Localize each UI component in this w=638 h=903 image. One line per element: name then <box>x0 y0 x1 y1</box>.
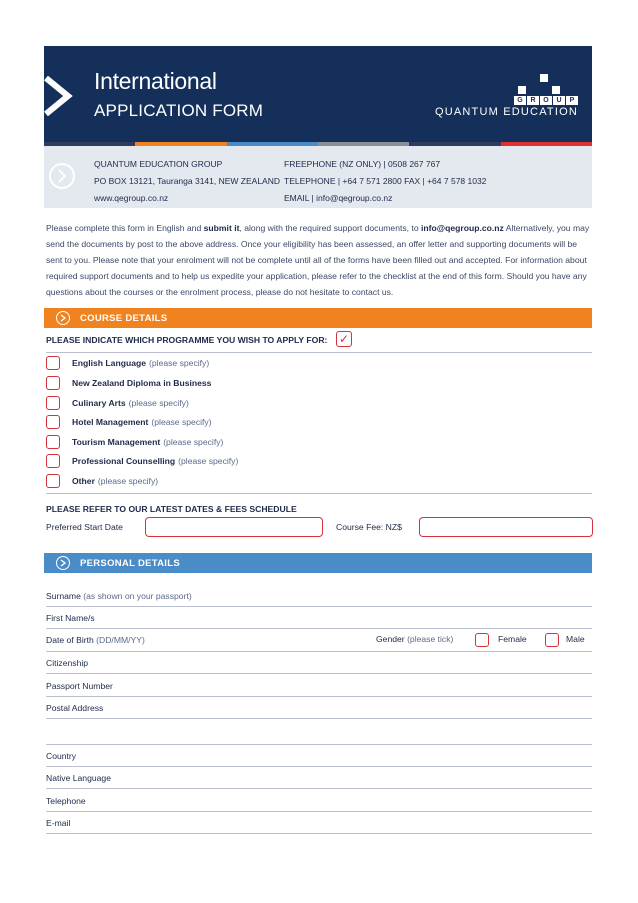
contact-freephone: FREEPHONE (NZ ONLY) | 0508 267 767 <box>284 159 441 169</box>
contact-bar <box>44 146 592 208</box>
surname-field[interactable]: Surname (as shown on your passport) <box>46 591 192 601</box>
contact-address: PO BOX 13121, Tauranga 3141, NEW ZEALAND <box>94 176 280 186</box>
country-field[interactable]: Country <box>46 751 77 761</box>
title-line1: International <box>94 68 217 94</box>
divider <box>46 718 592 719</box>
divider <box>46 696 592 697</box>
section-title: PERSONAL DETAILS <box>80 557 180 569</box>
checkbox[interactable] <box>46 356 60 370</box>
postal-address-field[interactable]: Postal Address <box>46 703 104 713</box>
contact-org: QUANTUM EDUCATION GROUP <box>94 159 223 169</box>
contact-telephone: TELEPHONE | +64 7 571 2800 FAX | +64 7 578 1032 <box>284 176 487 186</box>
logo-group-letters: G R O U P <box>513 96 578 105</box>
gender-label: Gender (please tick) <box>376 634 454 644</box>
divider <box>46 673 592 674</box>
first-names-field[interactable]: First Name/s <box>46 613 95 623</box>
passport-field[interactable]: Passport Number <box>46 681 113 691</box>
programme-other[interactable]: Other (please specify) <box>46 473 158 488</box>
divider <box>46 744 592 745</box>
start-date-label: Preferred Start Date <box>46 522 123 532</box>
native-language-field[interactable]: Native Language <box>46 773 111 783</box>
chevron-circle-icon <box>56 311 70 325</box>
male-checkbox[interactable] <box>545 633 559 647</box>
email-link[interactable]: info@qegroup.co.nz <box>420 223 504 233</box>
checkbox[interactable] <box>46 396 60 410</box>
checkbox[interactable] <box>46 415 60 429</box>
contact-web[interactable]: www.qegroup.co.nz <box>94 193 169 203</box>
fees-schedule-note: PLEASE REFER TO OUR LATEST DATES & FEES SCHEDULE <box>46 504 297 514</box>
divider <box>46 833 592 834</box>
female-checkbox[interactable] <box>475 633 489 647</box>
programme-hotel[interactable]: Hotel Management (please specify) <box>46 414 212 429</box>
course-fee-input[interactable] <box>419 517 593 537</box>
divider <box>46 493 592 494</box>
header-banner <box>44 46 592 142</box>
telephone-field[interactable]: Telephone <box>46 796 86 806</box>
email-field[interactable]: E-mail <box>46 818 71 828</box>
course-fee-label: Course Fee: NZ$ <box>336 522 402 532</box>
programme-counselling[interactable]: Professional Counselling (please specify) <box>46 453 238 468</box>
contact-email[interactable]: EMAIL | info@qegroup.co.nz <box>284 193 393 203</box>
chevron-circle-icon <box>48 162 76 190</box>
programme-english[interactable]: English Language (please specify) <box>46 355 209 370</box>
title-line2: APPLICATION FORM <box>94 101 264 120</box>
checkbox[interactable] <box>46 376 60 390</box>
divider <box>46 766 592 767</box>
divider <box>46 606 592 607</box>
female-label: Female <box>498 634 527 644</box>
programme-diploma-business[interactable]: New Zealand Diploma in Business <box>46 375 214 390</box>
logo-text: QUANTUM EDUCATION <box>434 106 578 118</box>
divider <box>46 352 592 353</box>
divider <box>46 628 592 629</box>
programme-culinary[interactable]: Culinary Arts (please specify) <box>46 395 189 410</box>
intro-paragraph: Please complete this form in English and submit it, along with the required support documents, to info@qegroup.co.nz Alternatively, you may send the documents by post to the above address. Once your eligibility has been assessed, an offer letter and supporting documents will be sent to you. Please note that your enrolment will not be complete until all of the forms have been filled out and accepted. For information about required support documents and to help us expedite your application, please refer to the checklist at the end of this form. Should you have any questions about the courses or the enrolment process, please do not hesitate to contact us. <box>46 223 590 297</box>
male-label: Male <box>566 634 585 644</box>
checkbox[interactable] <box>46 435 60 449</box>
tick-example-icon: ✓ <box>336 331 352 347</box>
start-date-input[interactable] <box>145 517 323 537</box>
divider <box>46 651 592 652</box>
divider <box>46 811 592 812</box>
course-details-header <box>44 308 592 328</box>
personal-details-header <box>44 553 592 573</box>
programme-tourism[interactable]: Tourism Management (please specify) <box>46 434 223 449</box>
chevron-right-icon <box>44 76 74 116</box>
programme-instruction: PLEASE INDICATE WHICH PROGRAMME YOU WISH TO APPLY FOR: <box>46 335 328 345</box>
citizenship-field[interactable]: Citizenship <box>46 658 89 668</box>
divider <box>46 788 592 789</box>
chevron-circle-icon <box>56 556 70 570</box>
checkbox[interactable] <box>46 454 60 468</box>
checkbox[interactable] <box>46 474 60 488</box>
dob-field[interactable]: Date of Birth (DD/MM/YY) <box>46 635 145 645</box>
section-title: COURSE DETAILS <box>80 312 168 324</box>
